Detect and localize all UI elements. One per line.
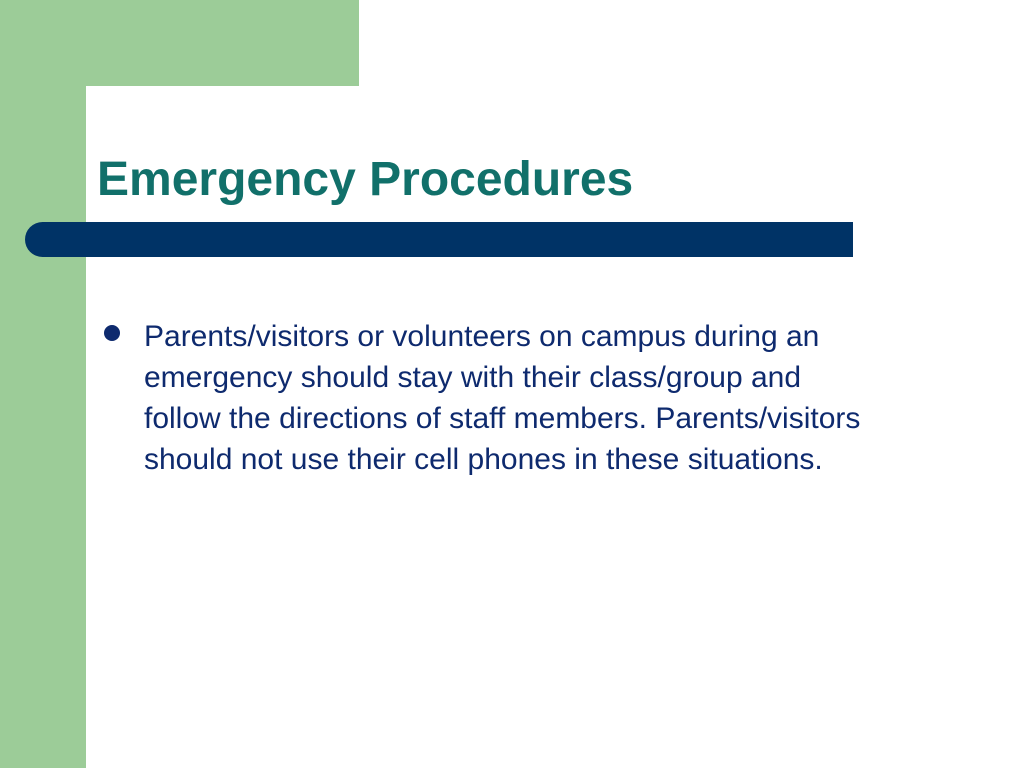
decorative-green-column xyxy=(0,0,86,768)
bullet-item xyxy=(104,316,864,480)
title-underline-bar xyxy=(25,222,853,257)
bullet-dot-icon xyxy=(104,325,120,341)
decorative-green-block xyxy=(0,0,359,86)
bullet-list xyxy=(104,316,864,480)
bullet-text: Parents/visitors or volunteers on campus during an emergency should stay with their class/group and follow the directions of staff members. Parents/visitors should not use their cell phones in these situations. xyxy=(144,320,861,476)
slide-title: Emergency Procedures xyxy=(97,153,634,206)
